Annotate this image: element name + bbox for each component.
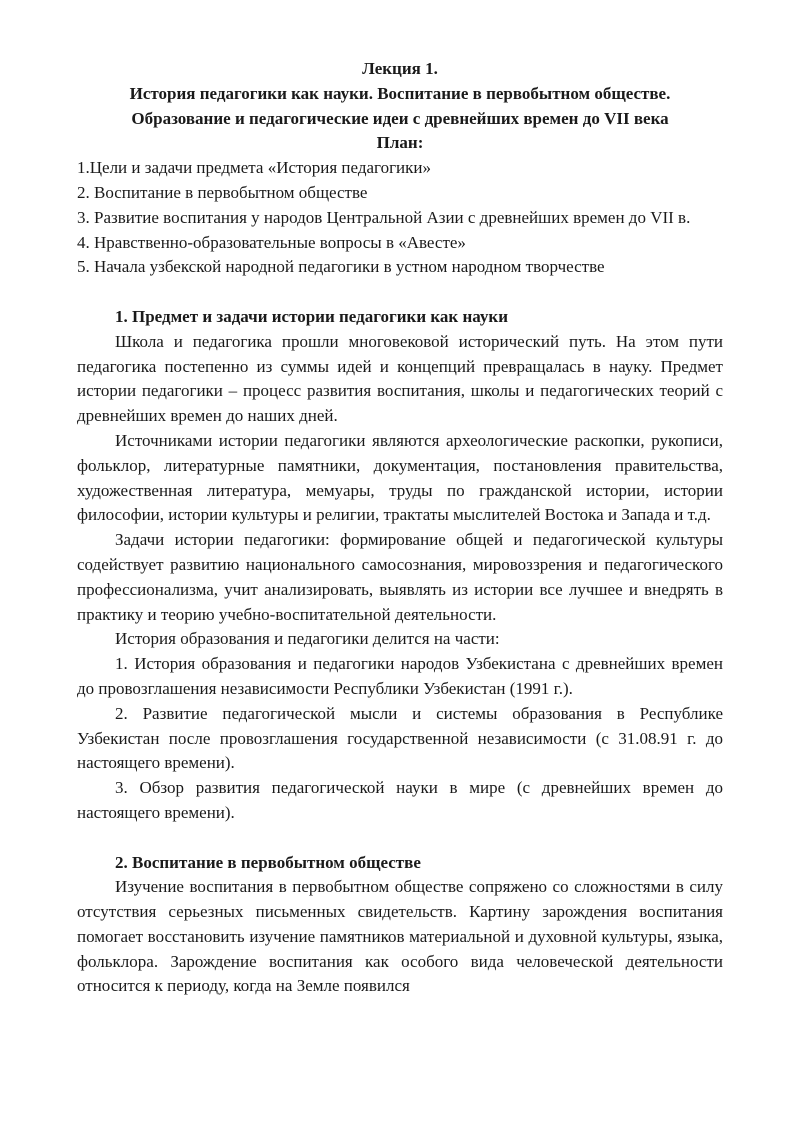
paragraph: Школа и педагогика прошли многовековой исторический путь. На этом пути педагогика постепенно из суммы идей и концепций превращалась в науку. Предмет истории педагогики – процесс развития воспитания, школы и педагогических теорий с древнейших времен до наших дней. (77, 331, 723, 426)
plan-heading: План: (376, 133, 424, 153)
section-title: 1. Предмет и задачи истории педагогики как науки (115, 306, 508, 326)
paragraph: 2. Развитие педагогической мысли и системы образования в Республике Узбекистан после провозглашения государственной независимости (с 31.08.91 г. до настоящего времени). (77, 703, 723, 773)
plan-item: 2. Воспитание в первобытном обществе (77, 182, 368, 202)
plan-item: 5. Начала узбекской народной педагогики в устном народном творчестве (77, 257, 605, 277)
paragraph: История образования и педагогики делится на части: (115, 629, 500, 649)
paragraph: Изучение воспитания в первобытном обществе сопряжено со сложностями в силу отсутствия серьезных письменных свидетельств. Картину зарождения воспитания помогает восстановить изучение памятников материальной и духовной культуры, языка, фольклора. Зарождение воспитания как особого вида человеческой деятельности относится к периоду, когда на Земле появился (77, 877, 723, 996)
document-body (77, 57, 723, 999)
paragraph: 3. Обзор развития педагогической науки в мире (с древнейших времен до настоящего времени). (77, 778, 723, 822)
paragraph: Источниками истории педагогики являются археологические раскопки, рукописи, фольклор, литературные памятники, документация, постановления правительства, художественная литература, мемуары, труды по гражданской истории, истории философии, истории культуры и религии, трактаты мыслителей Востока и Запада и т.д. (77, 430, 723, 525)
topic-title-line-1: История педагогики как науки. Воспитание в первобытном обществе. (129, 83, 671, 103)
lecture-title: Лекция 1. (362, 59, 438, 78)
plan-item: 4. Нравственно-образовательные вопросы в «Авесте» (77, 232, 466, 252)
paragraph: Задачи истории педагогики: формирование общей и педагогической культуры содействует развитию национального самосознания, мировоззрения и педагогического профессионализма, учит анализировать, выявлять из истории все лучшее и внедрять в практику и теорию учебно-воспитательной деятельности. (77, 530, 723, 624)
spacer (77, 280, 723, 305)
plan-list (77, 156, 723, 280)
spacer (77, 826, 723, 851)
plan-item: 3. Развитие воспитания у народов Центральной Азии с древнейших времен до VII в. (77, 207, 691, 227)
section-title: 2. Воспитание в первобытном обществе (115, 852, 421, 872)
topic-title-line-2: Образование и педагогические идеи с древнейших времен до VII века (131, 108, 669, 128)
plan-item: 1.Цели и задачи предмета «История педагогики» (77, 158, 432, 178)
paragraph: 1. История образования и педагогики народов Узбекистана с древнейших времен до провозглашения независимости Республики Узбекистан (1991 г.). (77, 654, 723, 698)
